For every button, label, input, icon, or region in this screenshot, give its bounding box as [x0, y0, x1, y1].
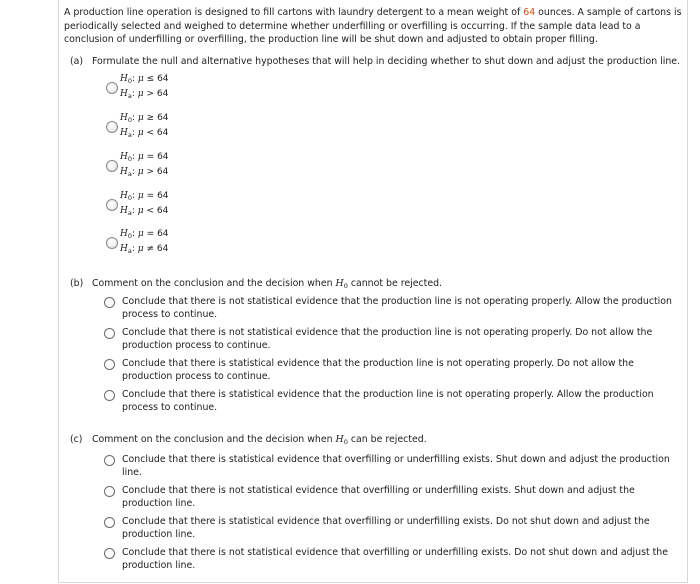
hypothesis-option-2[interactable] [106, 113, 226, 141]
option-label: Conclude that there is not statistical evidence that overfilling or underfilling exists. Shut down and adjust the production line. [122, 485, 635, 509]
problem-statement [64, 6, 682, 47]
radio-button[interactable] [104, 486, 115, 497]
ha-operator: < [146, 206, 155, 216]
null-hypothesis: $H_0$: μ = 64 [120, 152, 169, 163]
part-b-prompt-before: Comment on the conclusion and the decision when [92, 278, 336, 289]
null-hypothesis: $H_0$: μ ≥ 64 [120, 113, 169, 124]
part-c-prompt-after: can be rejected. [347, 434, 427, 445]
ha-operator: > [146, 89, 155, 99]
part-a-letter: (a) [70, 56, 84, 67]
hypothesis-option-1[interactable] [106, 74, 226, 102]
ha-value: 64 [156, 128, 169, 138]
option-label: Conclude that there is statistical evidence that overfilling or underfilling exists. Do not shut down and adjust the production line. [122, 516, 650, 540]
null-hypothesis: $H_0$: μ = 64 [120, 191, 169, 202]
part-b-letter: (b) [70, 278, 84, 289]
intro-text-after: ounces. A sample of cartons is periodically selected and weighed to determine whether underfilling or overfilling is occurring. If the sample data lead to a conclusion of underfilling or overfilling, the production line will be shut down and adjusted to obtain proper filling. [64, 7, 682, 45]
null-hypothesis: $H_0$: μ = 64 [120, 229, 169, 240]
option-label: Conclude that there is not statistical evidence that the production line is not operating properly. Allow the production process to continue. [122, 296, 672, 320]
null-hypothesis: $H_0$: μ ≤ 64 [120, 74, 169, 85]
alternative-hypothesis: $H_a$: μ < 64 [120, 128, 169, 139]
target-weight-value: 64 [523, 7, 536, 18]
alternative-hypothesis: $H_a$: μ < 64 [120, 206, 169, 217]
h0-operator: = [146, 152, 155, 162]
ha-operator: ≠ [146, 244, 155, 254]
option-label: Conclude that there is not statistical evidence that the production line is not operating properly. Do not allow the production process to continue. [122, 327, 653, 351]
radio-button[interactable] [106, 160, 118, 172]
hypothesis-option-5[interactable] [106, 229, 226, 257]
radio-button[interactable] [104, 548, 115, 559]
option-label: Conclude that there is not statistical evidence that overfilling or underfilling exists. Do not shut down and adjust the production line. [122, 547, 668, 571]
ha-operator: < [146, 128, 155, 138]
option-label: Conclude that there is statistical evidence that overfilling or underfilling exists. Shut down and adjust the production line. [122, 454, 670, 478]
part-b-prompt-after: cannot be rejected. [347, 278, 443, 289]
alternative-hypothesis: $H_a$: μ ≠ 64 [120, 244, 169, 255]
radio-button[interactable] [106, 121, 118, 133]
h0-operator: = [146, 191, 155, 201]
alternative-hypothesis: $H_a$: μ > 64 [120, 167, 169, 178]
option-label: Conclude that there is statistical evidence that the production line is not operating properly. Allow the production process to continue. [122, 389, 654, 413]
h0-operator: = [146, 229, 155, 239]
part-b-prompt: (b) Comment on the conclusion and the decision when $H_0$ cannot be rejected. [70, 278, 443, 290]
radio-button[interactable] [104, 390, 115, 401]
h0-value: 64 [157, 229, 169, 239]
alternative-hypothesis: $H_a$: μ > 64 [120, 89, 169, 100]
radio-button[interactable] [104, 359, 115, 370]
radio-button[interactable] [106, 199, 118, 211]
part-c-prompt-before: Comment on the conclusion and the decision when [92, 434, 336, 445]
radio-button[interactable] [104, 297, 115, 308]
ha-operator: > [146, 167, 155, 177]
intro-text-before: A production line operation is designed to fill cartons with laundry detergent to a mean weight of [64, 7, 524, 18]
h0-value: 64 [157, 74, 169, 84]
radio-button[interactable] [104, 517, 115, 528]
part-c-prompt: (c) Comment on the conclusion and the decision when $H_0$ can be rejected. [70, 434, 427, 446]
radio-button[interactable] [106, 82, 118, 94]
h0-value: 64 [157, 152, 169, 162]
radio-button[interactable] [104, 455, 115, 466]
h0-value: 64 [157, 113, 169, 123]
part-a-prompt [70, 56, 680, 68]
ha-value: 64 [156, 89, 169, 99]
ha-value: 64 [156, 244, 169, 254]
h0-operator: ≤ [146, 74, 155, 84]
option-label: Conclude that there is statistical evidence that the production line is not operating properly. Do not allow the production process to continue. [122, 358, 634, 382]
ha-value: 64 [156, 167, 169, 177]
radio-button[interactable] [106, 237, 118, 249]
part-c-letter: (c) [70, 434, 83, 445]
hypothesis-option-4[interactable] [106, 191, 226, 219]
h0-operator: ≥ [146, 113, 155, 123]
ha-value: 64 [156, 206, 169, 216]
hypothesis-option-3[interactable] [106, 152, 226, 180]
h0-value: 64 [157, 191, 169, 201]
part-a-prompt-text: Formulate the null and alternative hypotheses that will help in deciding whether to shut down and adjust the production line. [92, 56, 681, 67]
radio-button[interactable] [104, 328, 115, 339]
